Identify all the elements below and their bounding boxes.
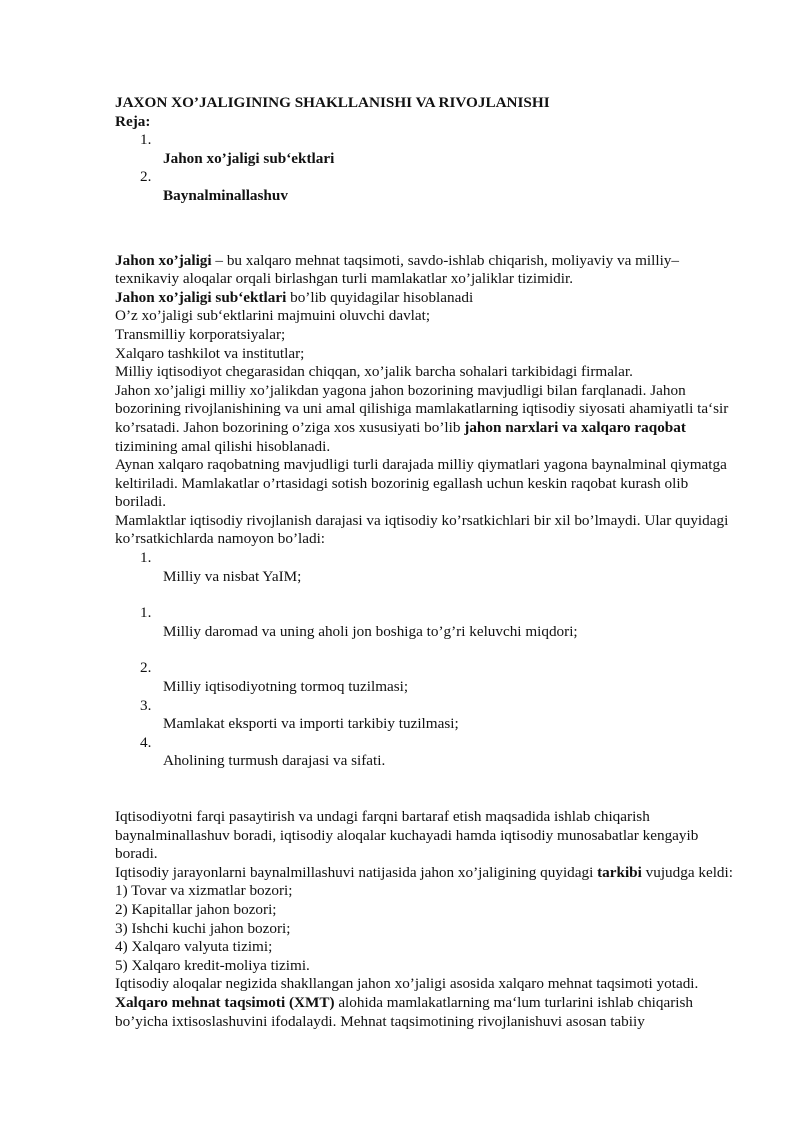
indicator-item: Aholining turmush darajasi va sifati.	[163, 752, 386, 770]
document-page	[115, 94, 740, 1031]
structure-term: tarkibi	[597, 863, 642, 881]
structure-line: 5) Xalqaro kredit-moliya tizimi.	[115, 956, 310, 974]
indicator-number: 2.	[140, 659, 152, 677]
subjects-text: bo’lib quyidagilar hisoblanadi	[286, 288, 474, 306]
definition-paragraph	[115, 252, 740, 289]
indicator-number: 3.	[140, 696, 152, 714]
structure-line: 4) Xalqaro valyuta tizimi;	[115, 938, 273, 956]
indicator-number: 1.	[140, 549, 152, 567]
competition-paragraph: Aynan xalqaro raqobatning mavjudligi turli darajada milliy qiymatlari yagona baynalminal qiymatga keltiriladi. Mamlakatlar o’rtasidagi sotish bozorinig egallash uchun keskin raqobat kurash olib boriladi.	[115, 456, 727, 511]
definition-term: Jahon xo’jaligi	[115, 251, 212, 269]
market-term: jahon narxlari va xalqaro raqobat	[464, 418, 686, 436]
indicator-number: 1.	[140, 604, 152, 622]
indicator-number: 4.	[140, 733, 152, 751]
spacer	[115, 586, 740, 604]
indicators-intro: Mamlaktlar iqtisodiy rivojlanish darajasi va iqtisodiy ko’rsatkichlari bir xil bo’lmaydi. Ular quyidagi ko’rsatkichlarda namoyon bo’ladi:	[115, 511, 729, 548]
xmt-term: Xalqaro mehnat taqsimoti (XMT)	[115, 993, 335, 1011]
subject-line: Milliy iqtisodiyot chegarasidan chiqqan, xo’jalik barcha sohalari tarkibidagi firmalar.	[115, 363, 633, 381]
structure-line: 3) Ishchi kuchi jahon bozori;	[115, 919, 291, 937]
indicator-item: Milliy iqtisodiyotning tormoq tuzilmasi;	[163, 678, 409, 696]
plan-number: 2.	[140, 168, 152, 186]
structure-line: 2) Kapitallar jahon bozori;	[115, 900, 277, 918]
division-paragraph: Iqtisodiy aloqalar negizida shakllangan jahon xo’jaligi asosida xalqaro mehnat taqsimoti yotadi.	[115, 975, 699, 993]
spacer	[115, 771, 740, 808]
structure-intro	[115, 864, 740, 883]
structure-line: 1) Tovar va xizmatlar bozori;	[115, 882, 293, 900]
internationalization-paragraph: Iqtisodiyotni farqi pasaytirish va undagi farqni bartaraf etish maqsadida ishlab chiqarish baynalminallashuv boradi, iqtisodiy aloqalar kuchayadi hamda iqtisodiy munosabatlar kengayib boradi.	[115, 808, 699, 863]
document-title: JAXON XO’JALIGINING SHAKLLANISHI VA RIVOJLANISHI	[115, 94, 550, 111]
market-text-end: tizimining amal qilishi hisoblanadi.	[115, 437, 331, 455]
structure-text-end: vujudga keldi:	[641, 863, 733, 881]
subjects-intro	[115, 289, 740, 308]
definition-text: – bu xalqaro mehnat taqsimoti, savdo-ishlab chiqarish, moliyaviy va milliy–texnikaviy aloqalar orqali birlashgan turli mamlakatlar xo’jaliklar tizimidir.	[115, 251, 679, 288]
plan-item: Baynalminallashuv	[163, 186, 288, 204]
xmt-paragraph	[115, 994, 740, 1031]
market-paragraph	[115, 382, 740, 456]
subject-line: Transmilliy korporatsiyalar;	[115, 325, 286, 343]
subject-line: Xalqaro tashkilot va institutlar;	[115, 344, 305, 362]
market-text: Jahon xo’jaligi milliy xo’jalikdan yagona jahon bozorining mavjudligi bilan farqlanadi. Jahon bozorining rivojlanishining va uni amal qilishiga mamlakatlarning iqtisodiy siyosati ahamiyatli ta‘sir ko’rsatadi. Jahon bozorining o’ziga xos xususiyati bo’lib	[115, 381, 729, 436]
indicator-item: Milliy daromad va uning aholi jon boshiga to’g’ri keluvchi miqdori;	[163, 622, 578, 640]
plan-number: 1.	[140, 131, 152, 149]
xmt-text: alohida mamlakatlarning ma‘lum turlarini ishlab chiqarish bo’yicha ixtisoslashuvini ifodalaydi. Mehnat taqsimotining rivojlanishuvi asosan tabiiy	[115, 993, 694, 1030]
subject-line: O’z xo’jaligi sub‘ektlarini majmuini oluvchi davlat;	[115, 307, 431, 325]
spacer	[115, 206, 740, 252]
structure-text: Iqtisodiy jarayonlarni baynalmillashuvi natijasida jahon xo’jaligining quyidagi	[115, 863, 598, 881]
subjects-term: Jahon xo’jaligi sub‘ektlari	[115, 288, 287, 306]
plan-item: Jahon xo’jaligi sub‘ektlari	[163, 149, 335, 167]
spacer	[115, 641, 740, 659]
indicator-item: Mamlakat eksporti va importi tarkibiy tuzilmasi;	[163, 715, 459, 733]
indicator-item: Milliy va nisbat YaIM;	[163, 567, 302, 585]
plan-label: Reja:	[115, 112, 151, 130]
